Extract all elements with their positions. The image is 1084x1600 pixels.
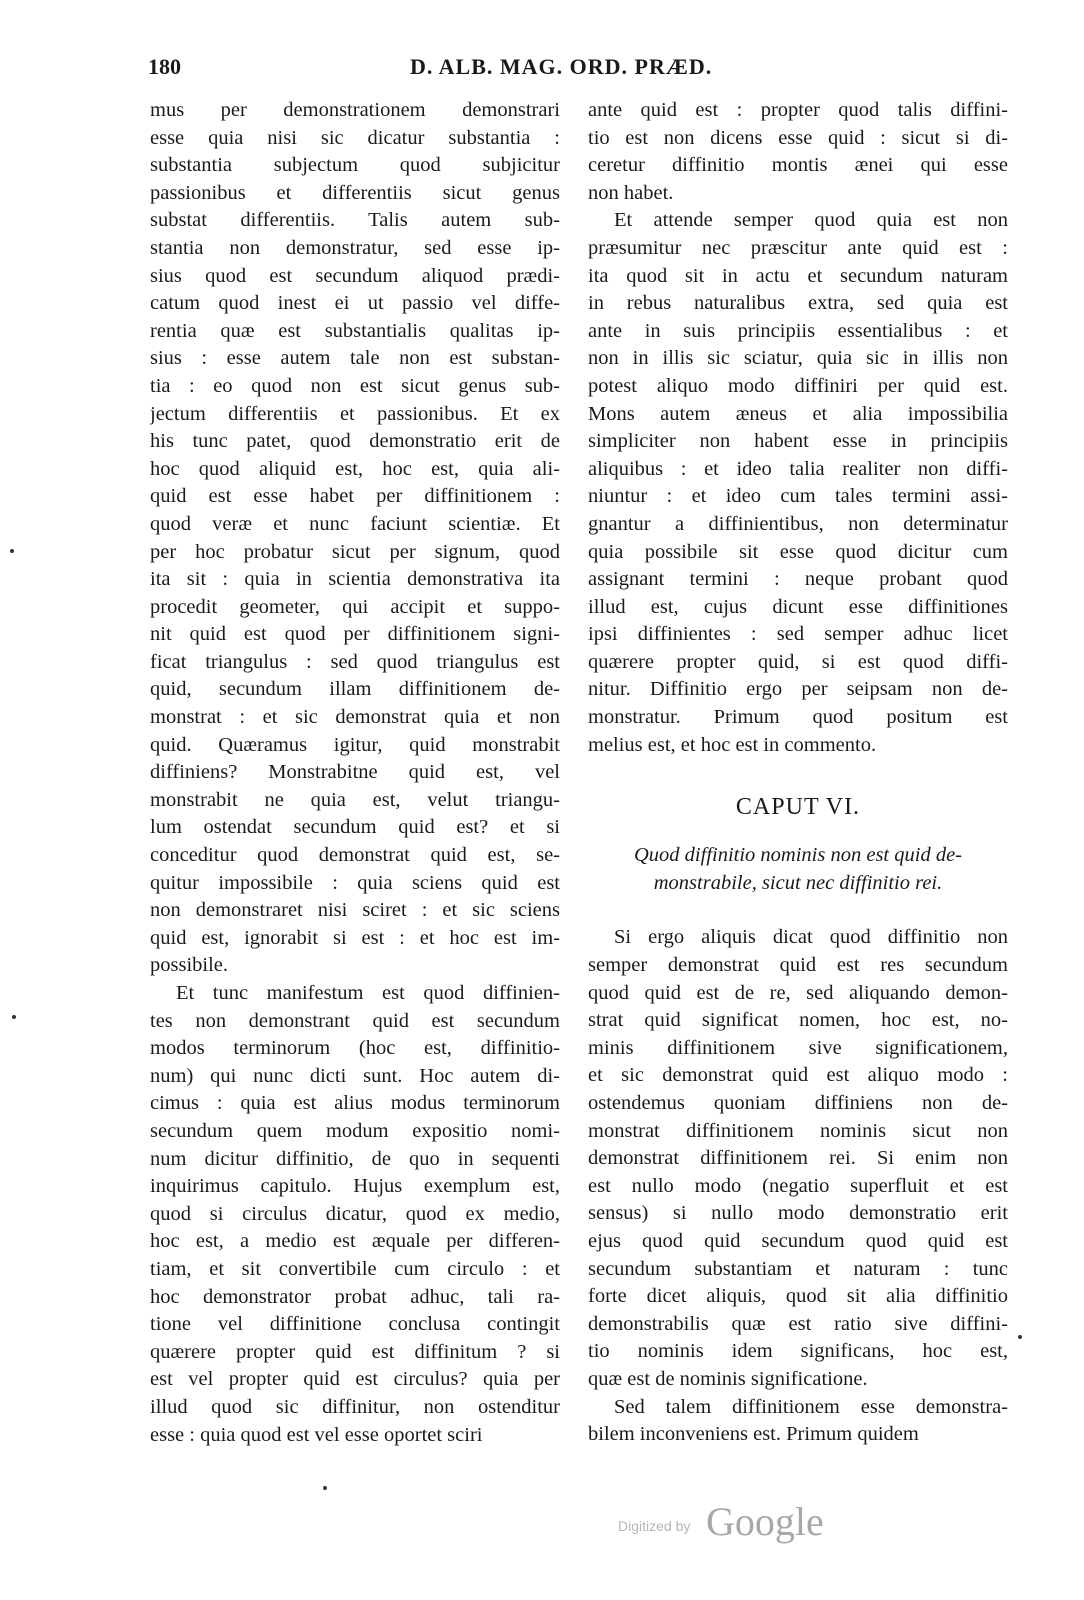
text-line: sius : esse autem tale non est substan- [150, 347, 560, 370]
right-column-bottom-text [588, 924, 1008, 1448]
text-line: secundum quem modum expositio nomi- [150, 1119, 560, 1142]
text-line: melius est, et hoc est in commento. [588, 733, 877, 756]
text-line: ita sit : quia in scientia demonstrativa ita [150, 568, 560, 591]
text-line: Sed talem diffinitionem esse demonstra- [614, 1395, 1008, 1418]
text-line: præsumitur nec præscitur ante quid est : [588, 236, 1008, 259]
right-column [588, 97, 1008, 1449]
text-line: cimus : quia est alius modus terminorum [150, 1092, 560, 1115]
text-line: num) qui nunc dicti sunt. Hoc autem di- [150, 1064, 560, 1087]
text-line: quærere propter quid, si est quod diffi- [588, 650, 1008, 673]
text-line: demonstrat diffinitionem rei. Si enim non [588, 1147, 1008, 1170]
text-line: jectum differentiis et passionibus. Et ex [150, 402, 560, 425]
text-line: stantia non demonstratur, sed esse ip- [150, 236, 560, 259]
chapter-title-line: monstrabile, sicut nec diffinitio rei. [653, 871, 943, 894]
text-line: modos terminorum (hoc est, diffinitio- [150, 1037, 560, 1060]
text-line: sensus) si nullo modo demonstratio erit [588, 1202, 1008, 1225]
text-line: est vel propter quid est circulus? quia per [150, 1368, 560, 1391]
text-line: ipsi diffinientes : sed semper adhuc licet [588, 623, 1008, 646]
text-line: gnantur a diffinientibus, non determinatur [588, 512, 1008, 535]
page-number: 180 [148, 54, 181, 79]
page-header [148, 54, 1008, 90]
text-line: forte dicet aliquis, quod sit alia diffinitio [588, 1285, 1008, 1308]
text-line: aliquibus : et ideo talia realiter non diffi- [588, 457, 1008, 480]
text-line: substantia subjectum quod subjicitur [150, 154, 560, 177]
text-line: Et tunc manifestum est quod diffinien- [176, 982, 560, 1004]
text-line: Mons autem æneus et alia impossibilia [588, 402, 1008, 425]
margin-speck [1018, 1335, 1022, 1339]
text-line: tio nominis idem significans, hoc est, [588, 1340, 1008, 1363]
left-column [150, 97, 560, 1449]
text-line: esse quia nisi sic dicatur substantia : [150, 126, 560, 149]
text-line: illud quod sic diffinitur, non ostenditur [150, 1395, 560, 1418]
text-line: est nullo modo (negatio superfluit et est [588, 1174, 1008, 1197]
margin-speck [12, 1015, 16, 1019]
chapter-title-line: Quod diffinitio nominis non est quid de- [634, 843, 962, 866]
text-line: bilem inconveniens est. Primum quidem [588, 1423, 919, 1446]
digitized-label: Digitized by [618, 1518, 691, 1534]
text-line: ostendemus quoniam diffiniens non de- [588, 1092, 1008, 1114]
text-line: monstrat : et sic demonstrat quia et non [150, 706, 560, 729]
text-line: Si ergo aliquis dicat quod diffinitio non [614, 926, 1008, 949]
text-line: catum quod inest ei ut passio vel diffe- [150, 292, 560, 315]
text-line: per hoc probatur sicut per signum, quod [150, 540, 560, 563]
text-line: hoc quod aliquid est, hoc est, quia ali- [150, 457, 560, 480]
text-line: inquirimus capitulo. Hujus exemplum est, [150, 1175, 560, 1198]
running-head: D. ALB. MAG. ORD. PRÆD. [410, 54, 713, 79]
text-line: ficat triangulus : sed quod triangulus est [150, 650, 560, 673]
text-line: tia : eo quod non est sicut genus sub- [150, 374, 560, 397]
text-line: tione vel diffinitione conclusa contingit [150, 1313, 560, 1336]
text-line: demonstrabilis quæ est ratio sive diffini- [588, 1312, 1008, 1335]
text-line: esse : quia quod est vel esse oportet sciri [150, 1423, 483, 1446]
text-line: secundum substantiam et naturam : tunc [588, 1257, 1008, 1280]
text-line: quid est esse habet per diffinitionem : [150, 485, 560, 508]
text-line: ceretur diffinitio montis ænei qui esse [588, 154, 1008, 177]
margin-speck [323, 1486, 327, 1490]
text-line: mus per demonstrationem demonstrari [150, 99, 560, 121]
text-line: hoc est, a medio est æquale per differen- [150, 1230, 560, 1253]
text-line: monstrabit ne quia est, velut triangu- [150, 788, 560, 811]
text-line: nit quid est quod per diffinitionem signi- [150, 623, 560, 646]
text-line: niuntur : et ideo cum tales termini assi- [588, 485, 1008, 508]
text-line: quid est, ignorabit si est : et hoc est im- [150, 926, 560, 949]
text-line: quod si circulus dicatur, quod ex medio, [150, 1202, 560, 1225]
text-line: non habet. [588, 181, 674, 204]
text-line: ita quod sit in actu et secundum naturam [588, 264, 1008, 287]
text-line: minis diffinitionem sive significationem, [588, 1036, 1008, 1059]
text-line: quid. Quæramus igitur, quid monstrabit [150, 733, 560, 756]
text-line: monstrat diffinitionem nominis sicut non [588, 1119, 1008, 1142]
text-line: hoc demonstrator probat adhuc, tali ra- [150, 1285, 560, 1308]
text-line: semper demonstrat quid est res secundum [588, 954, 1008, 977]
chapter-heading: CAPUT VI. [735, 793, 861, 820]
text-line: non demonstraret nisi sciret : et sic sciens [150, 899, 560, 922]
text-line: num dicitur diffinitio, de quo in sequenti [150, 1147, 560, 1170]
text-line: rentia quæ est substantialis qualitas ip- [150, 319, 560, 342]
text-line: quid, secundum illam diffinitionem de- [150, 678, 560, 701]
text-line: tio est non dicens esse quid : sicut si di- [588, 126, 1008, 149]
right-column-top-text [588, 97, 1008, 759]
text-line: in rebus naturalibus extra, sed quia est [588, 292, 1008, 315]
text-line: quod veræ et nunc faciunt scientiæ. Et [150, 512, 560, 535]
margin-speck [10, 549, 14, 553]
text-line: quærere propter quid est diffinitum ? si [150, 1340, 560, 1363]
text-line: et sic demonstrat quid est aliquo modo : [588, 1064, 1008, 1087]
text-line: diffiniens? Monstrabitne quid est, vel [150, 761, 560, 784]
text-line: possibile. [150, 954, 229, 977]
text-line: ejus quod quid secundum quod quid est [588, 1229, 1008, 1252]
text-line: illud est, cujus dicunt esse diffinitiones [588, 595, 1008, 618]
text-line: substat differentiis. Talis autem sub- [150, 209, 560, 232]
text-line: ante in suis principiis essentialibus : et [588, 319, 1008, 342]
text-line: quæ est de nominis significatione. [588, 1367, 868, 1390]
text-line: procedit geometer, qui accipit et suppo- [150, 595, 560, 618]
text-line: lum ostendat secundum quid est? et si [150, 816, 560, 839]
text-line: monstratur. Primum quod positum est [588, 706, 1008, 729]
text-line: tiam, et sit convertibile cum circulo : et [150, 1257, 560, 1280]
google-logo: Google [706, 1499, 824, 1544]
chapter-title [588, 841, 1008, 897]
text-line: simpliciter non habent esse in principiis [588, 430, 1008, 453]
text-line: quod quid est de re, sed aliquando demon- [588, 981, 1008, 1004]
text-line: Et attende semper quod quia est non [614, 209, 1008, 232]
text-line: his tunc patet, quod demonstratio erit de [150, 430, 560, 453]
text-line: sius quod est secundum aliquod prædi- [150, 264, 560, 287]
text-line: non in illis sic sciatur, quia sic in illis non [588, 347, 1008, 370]
text-line: conceditur quod demonstrat quid est, se- [150, 844, 560, 867]
text-line: ante quid est : propter quod talis diffini- [588, 99, 1008, 121]
text-line: strat quid significat nomen, hoc est, no- [588, 1009, 1008, 1032]
text-line: assignant termini : neque probant quod [588, 568, 1008, 591]
text-line: quitur impossibile : quia sciens quid est [150, 871, 560, 894]
text-line: passionibus et differentiis sicut genus [150, 181, 560, 204]
text-line: tes non demonstrant quid est secundum [150, 1009, 560, 1032]
text-line: nitur. Diffinitio ergo per seipsam non de- [588, 678, 1008, 701]
digitized-by-google-watermark [618, 1498, 848, 1548]
text-line: potest aliquo modo diffiniri per quid est. [588, 374, 1008, 397]
text-line: quia possibile sit esse quod dicitur cum [588, 540, 1008, 563]
